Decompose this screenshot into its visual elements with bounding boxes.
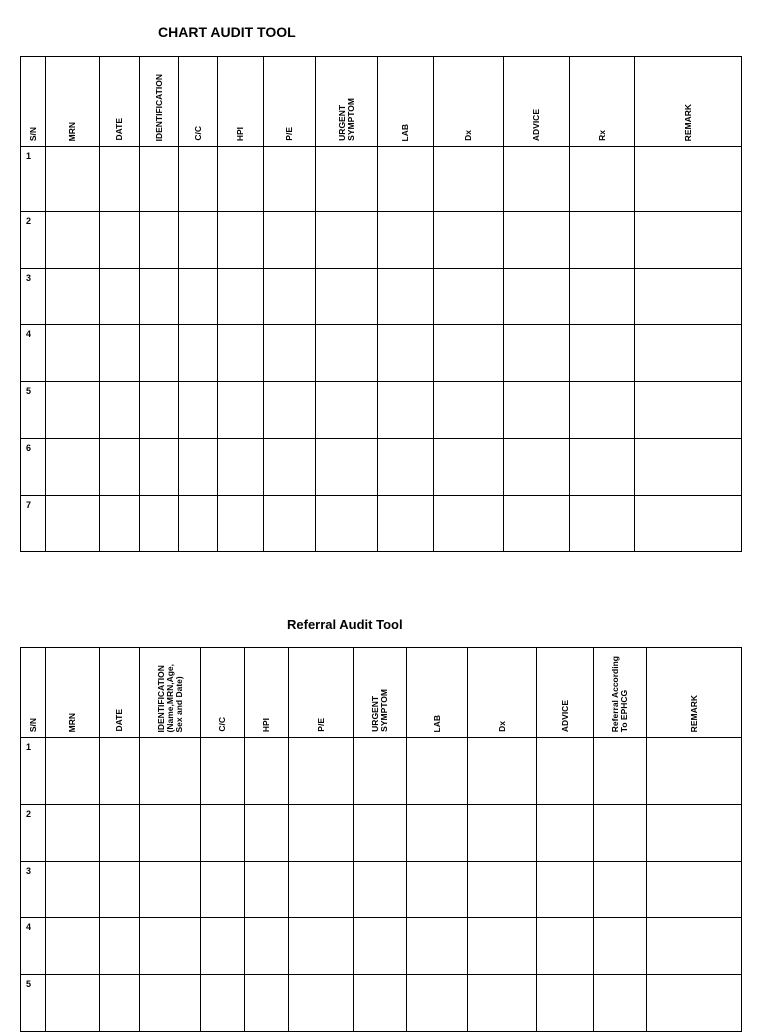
chart-audit-col-s-n [21,57,46,147]
table-cell[interactable] [354,918,407,975]
table-cell[interactable] [316,382,378,439]
referral-audit-col-lab [407,648,468,738]
table-cell[interactable] [179,496,218,552]
chart-audit-header-row [21,57,742,147]
table-cell[interactable] [140,496,179,552]
table-cell[interactable] [504,439,570,496]
referral-audit-col-c-c [201,648,245,738]
table-cell[interactable] [179,439,218,496]
referral-audit-col-urgent [354,648,407,738]
column-header-text: LAB [400,123,410,141]
table-row [21,269,742,325]
table-cell[interactable] [46,738,100,805]
table-cell[interactable] [537,862,594,918]
table-cell[interactable] [647,918,742,975]
chart-audit-col-date [100,57,140,147]
table-cell[interactable] [434,382,504,439]
table-cell[interactable] [264,382,316,439]
table-row [21,147,742,212]
table-cell[interactable] [594,918,647,975]
table-cell[interactable] [289,805,354,862]
chart-audit-col-urgent [316,57,378,147]
table-cell[interactable] [140,439,179,496]
table-cell[interactable] [378,147,434,212]
table-cell[interactable] [504,269,570,325]
table-cell[interactable] [201,862,245,918]
referral-audit-col-s-n [21,648,46,738]
table-cell[interactable] [245,975,289,1032]
table-cell[interactable] [594,738,647,805]
table-cell[interactable] [354,805,407,862]
table-cell[interactable] [201,738,245,805]
table-cell[interactable] [468,862,537,918]
column-header-text: URGENT [370,696,380,732]
table-cell[interactable] [140,147,179,212]
table-cell[interactable] [179,147,218,212]
table-cell[interactable] [100,805,140,862]
table-cell[interactable] [140,738,201,805]
table-row [21,212,742,269]
table-cell[interactable] [264,325,316,382]
table-cell[interactable] [594,805,647,862]
table-cell[interactable] [378,496,434,552]
column-header-text: LAB [431,714,442,732]
table-cell[interactable] [245,862,289,918]
referral-audit-table [20,647,742,1032]
table-cell[interactable] [354,862,407,918]
table-cell[interactable] [354,738,407,805]
table-cell[interactable] [140,918,201,975]
table-cell[interactable] [635,269,742,325]
row-number-cell [21,738,46,805]
table-cell[interactable] [635,325,742,382]
table-cell[interactable] [537,738,594,805]
table-cell[interactable] [407,975,468,1032]
table-cell[interactable] [316,269,378,325]
table-cell[interactable] [100,212,140,269]
column-header-text: MRN [67,712,77,732]
table-cell[interactable] [140,975,201,1032]
table-cell[interactable] [218,325,264,382]
table-cell[interactable] [46,147,100,212]
column-header-text: C/C [217,717,227,732]
row-number: 2 [26,809,32,819]
table-cell[interactable] [289,738,354,805]
table-cell[interactable] [100,496,140,552]
table-cell[interactable] [201,918,245,975]
table-cell[interactable] [46,975,100,1032]
column-header-text: S/N [27,126,38,141]
table-cell[interactable] [635,439,742,496]
table-cell[interactable] [434,147,504,212]
table-cell[interactable] [100,738,140,805]
table-cell[interactable] [316,212,378,269]
referral-audit-col-referral-according [594,648,647,738]
chart-audit-col-mrn [46,57,100,147]
row-number: 6 [26,443,32,453]
table-row [21,496,742,552]
row-number: 5 [26,979,32,989]
table-row [21,439,742,496]
table-cell[interactable] [635,496,742,552]
table-cell[interactable] [434,269,504,325]
table-cell[interactable] [46,805,100,862]
column-header-text: ADVICE [531,108,541,141]
table-cell[interactable] [218,496,264,552]
table-cell[interactable] [140,805,201,862]
table-cell[interactable] [316,325,378,382]
table-cell[interactable] [245,738,289,805]
column-header-text: REMARK [682,103,693,141]
table-cell[interactable] [100,918,140,975]
table-cell[interactable] [378,439,434,496]
table-cell[interactable] [434,439,504,496]
table-cell[interactable] [504,212,570,269]
table-cell[interactable] [316,439,378,496]
table-cell[interactable] [100,382,140,439]
table-cell[interactable] [434,496,504,552]
table-cell[interactable] [378,382,434,439]
row-number-cell [21,975,46,1032]
table-cell[interactable] [179,269,218,325]
row-number: 7 [26,500,32,510]
table-cell[interactable] [434,325,504,382]
column-header-text: S/N [27,717,38,732]
table-cell[interactable] [140,862,201,918]
table-cell[interactable] [46,496,100,552]
referral-audit-col-p-e [289,648,354,738]
row-number-cell [21,212,46,269]
table-cell[interactable] [46,382,100,439]
table-cell[interactable] [46,325,100,382]
table-cell[interactable] [140,325,179,382]
chart-audit-col-hpi [218,57,264,147]
table-cell[interactable] [635,382,742,439]
column-header-text: P/E [284,127,294,141]
row-number: 5 [26,386,32,396]
referral-audit-col-identification [140,648,201,738]
table-cell[interactable] [264,212,316,269]
table-cell[interactable] [218,439,264,496]
table-cell[interactable] [468,918,537,975]
chart-audit-col-identification [140,57,179,147]
column-header-text: Sex and Date) [173,675,184,732]
table-cell[interactable] [264,439,316,496]
column-header-text: HPI [235,126,245,141]
table-cell[interactable] [46,439,100,496]
column-header-text: To EPHCG [619,689,629,732]
table-cell[interactable] [46,862,100,918]
table-row [21,918,742,975]
table-cell[interactable] [407,862,468,918]
column-header-text: Rx [596,130,607,141]
table-cell[interactable] [218,212,264,269]
table-cell[interactable] [647,738,742,805]
row-number-cell [21,325,46,382]
row-number-cell [21,862,46,918]
table-cell[interactable] [468,805,537,862]
column-header-text: Dx [463,130,473,141]
table-cell[interactable] [570,382,635,439]
table-cell[interactable] [100,439,140,496]
table-cell[interactable] [316,496,378,552]
chart-audit-col-rx [570,57,635,147]
table-row [21,805,742,862]
column-header-text: SYMPTOM [345,98,356,141]
table-cell[interactable] [46,269,100,325]
table-cell[interactable] [537,975,594,1032]
column-header-text: C/C [192,126,203,141]
table-cell[interactable] [468,738,537,805]
row-number-cell [21,805,46,862]
referral-audit-header-row [21,648,742,738]
row-number-cell [21,147,46,212]
column-header-text: REMARK [688,694,699,732]
referral-audit-col-hpi [245,648,289,738]
table-cell[interactable] [289,975,354,1032]
table-cell[interactable] [289,862,354,918]
table-row [21,382,742,439]
table-cell[interactable] [504,325,570,382]
chart-audit-col-lab [378,57,434,147]
column-header-text: DATE [114,118,124,141]
table-cell[interactable] [635,212,742,269]
row-number: 3 [26,273,32,283]
column-header-text: (Name,MRN,Age, [164,663,175,732]
table-cell[interactable] [218,147,264,212]
table-cell[interactable] [434,212,504,269]
row-number-cell [21,269,46,325]
table-cell[interactable] [407,918,468,975]
chart-audit-col-dx [434,57,504,147]
table-cell[interactable] [100,147,140,212]
table-row [21,975,742,1032]
table-cell[interactable] [378,269,434,325]
row-number-cell [21,918,46,975]
table-cell[interactable] [647,975,742,1032]
row-number: 1 [26,742,32,752]
table-cell[interactable] [570,496,635,552]
table-cell[interactable] [245,805,289,862]
table-cell[interactable] [218,382,264,439]
table-cell[interactable] [594,862,647,918]
table-cell[interactable] [570,325,635,382]
table-cell[interactable] [316,147,378,212]
table-cell[interactable] [245,918,289,975]
table-cell[interactable] [647,862,742,918]
row-number: 4 [26,329,32,339]
column-header-text: P/E [315,718,326,732]
column-header-text: MRN [67,121,77,141]
table-cell[interactable] [635,147,742,212]
table-cell[interactable] [537,918,594,975]
table-cell[interactable] [468,975,537,1032]
chart-audit-table [20,56,742,552]
referral-audit-col-dx [468,648,537,738]
table-cell[interactable] [289,918,354,975]
table-row [21,738,742,805]
table-cell[interactable] [264,147,316,212]
table-cell[interactable] [378,325,434,382]
table-cell[interactable] [100,975,140,1032]
row-number: 2 [26,216,32,226]
column-header-text: ADVICE [559,699,570,732]
table-cell[interactable] [594,975,647,1032]
column-header-text: IDENTIFICATION [155,664,166,732]
row-number-cell [21,496,46,552]
row-number: 4 [26,922,32,932]
referral-audit-col-remark [647,648,742,738]
table-cell[interactable] [140,269,179,325]
table-cell[interactable] [201,805,245,862]
column-header-text: DATE [114,709,124,732]
table-cell[interactable] [140,382,179,439]
table-cell[interactable] [100,862,140,918]
table-cell[interactable] [504,382,570,439]
column-header-text: IDENTIFICATION [153,73,164,141]
referral-audit-title: Referral Audit Tool [287,617,403,632]
row-number-cell [21,439,46,496]
table-cell[interactable] [218,269,264,325]
table-cell[interactable] [100,269,140,325]
row-number: 1 [26,151,32,161]
referral-audit-col-advice [537,648,594,738]
table-cell[interactable] [407,738,468,805]
table-cell[interactable] [504,147,570,212]
chart-audit-col-p-e [264,57,316,147]
column-header-text: Dx [496,721,507,732]
column-header-text: SYMPTOM [379,689,389,732]
chart-audit-col-advice [504,57,570,147]
chart-audit-col-c-c [179,57,218,147]
column-header-text: HPI [261,717,271,732]
table-cell[interactable] [378,212,434,269]
table-cell[interactable] [570,147,635,212]
row-number: 3 [26,866,32,876]
table-cell[interactable] [201,975,245,1032]
table-cell[interactable] [570,269,635,325]
table-cell[interactable] [264,269,316,325]
table-cell[interactable] [264,496,316,552]
table-row [21,862,742,918]
table-cell[interactable] [354,975,407,1032]
column-header-text: Referral According [610,655,620,732]
table-cell[interactable] [46,918,100,975]
table-cell[interactable] [100,325,140,382]
table-cell[interactable] [179,212,218,269]
row-number-cell [21,382,46,439]
table-row [21,325,742,382]
chart-audit-col-remark [635,57,742,147]
table-cell[interactable] [647,805,742,862]
table-cell[interactable] [407,805,468,862]
table-cell[interactable] [46,212,100,269]
table-cell[interactable] [570,212,635,269]
chart-audit-title: CHART AUDIT TOOL [158,24,296,40]
table-cell[interactable] [537,805,594,862]
referral-audit-col-date [100,648,140,738]
table-cell[interactable] [570,439,635,496]
table-cell[interactable] [140,212,179,269]
column-header-text: URGENT [336,105,347,141]
table-cell[interactable] [504,496,570,552]
table-cell[interactable] [179,382,218,439]
table-cell[interactable] [179,325,218,382]
referral-audit-col-mrn [46,648,100,738]
